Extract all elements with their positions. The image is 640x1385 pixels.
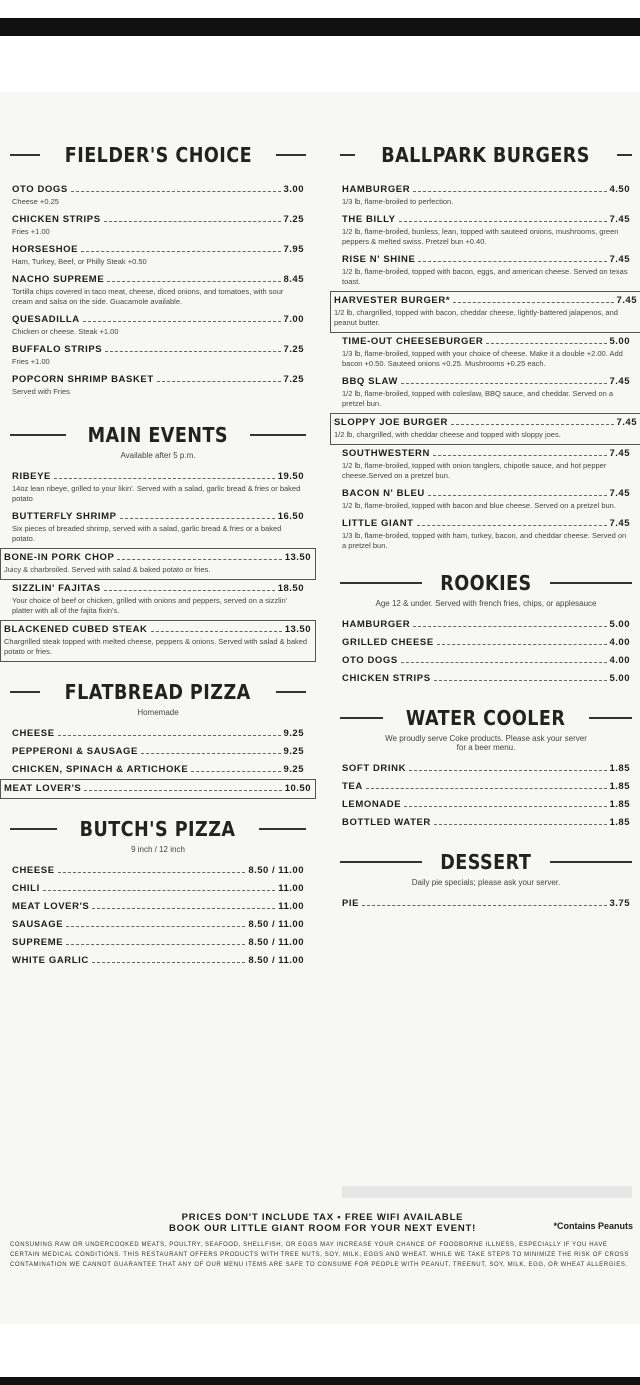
section-fielders-choice <box>10 143 306 401</box>
menu-item-row <box>4 552 311 563</box>
leader-dots <box>117 559 281 560</box>
menu-item-price: 9.25 <box>283 746 304 757</box>
footer-allergy-disclaimer: CONSUMING RAW OR UNDERCOOKED MEATS, POULTRY, SEAFOOD, SHELLFISH, OR EGGS MAY INCREASE YOUR CHANCE OF FOODBORNE ILLNESS, ESPECIALLY IF YOU HAVE CERTAIN MEDICAL CONDITIONS. THIS RESTAURANT OFFERS PRODUCTS WITH TREE NUTS, SOY, MILK, EGGS AND WHEAT. WHILE WE TAKE STEPS TO MINIMIZE THE RISK OF CROSS CONTAMINATION WE CANNOT GUARANTEE THAT ANY OF OUR MENU ITEMS ARE SAFE TO CONSUME FOR PEOPLE WITH PEANUT, TREENUT, SOY, MILK, EGG, OR WHEAT ALLERGIES. <box>10 1242 629 1268</box>
heading-rule <box>340 582 422 584</box>
menu-item-row <box>12 314 304 325</box>
menu-item-name: WHITE GARLIC <box>12 955 89 966</box>
menu-item-price: 1.85 <box>609 781 630 792</box>
menu-item-row <box>4 783 311 794</box>
menu-item <box>340 515 632 555</box>
menu-item-row <box>12 901 304 912</box>
menu-item-price: 11.00 <box>278 883 304 894</box>
section-title: FLATBREAD PIZZA <box>64 680 252 704</box>
menu-item-price: 16.50 <box>277 511 304 522</box>
footer-tax-wifi: PRICES DON'T INCLUDE TAX • FREE WIFI AVAILABLE <box>181 1212 464 1223</box>
menu-item <box>10 880 306 898</box>
menu-item-name: LEMONADE <box>342 799 402 810</box>
menu-item-price: 4.00 <box>609 637 630 648</box>
menu-item <box>10 761 306 779</box>
menu-item-row <box>342 376 630 387</box>
menu-item-row <box>12 274 304 285</box>
menu-item <box>10 743 306 761</box>
leader-dots <box>107 281 280 282</box>
menu-item-description: 1/3 lb, flame-broiled, topped with your choice of cheese. Make it a double +2.00. Add bacon +0.50. Sauteed onions +0.25. Mushrooms +0.25 each. <box>342 349 623 368</box>
menu-item-row <box>342 214 630 225</box>
menu-item-row <box>12 344 304 355</box>
section-note: Daily pie specials; please ask your server. <box>411 878 561 887</box>
menu-item-name: SLOPPY JOE BURGER <box>334 417 449 428</box>
menu-item-name: GRILLED CHEESE <box>342 637 434 648</box>
menu-item-row <box>342 781 630 792</box>
menu-item-price: 1.85 <box>609 763 630 774</box>
menu-item <box>10 952 306 970</box>
menu-item-name: CHEESE <box>12 865 55 876</box>
menu-item-row <box>12 937 304 948</box>
menu-list <box>10 862 306 970</box>
heading-rule <box>276 154 306 156</box>
menu-item-name: BONE-IN PORK CHOP <box>4 552 115 563</box>
leader-dots <box>366 788 607 789</box>
menu-item-name: HAMBURGER <box>342 619 411 630</box>
menu-item <box>340 670 632 688</box>
menu-item-price: 10.50 <box>284 783 311 794</box>
menu-item-row <box>12 374 304 385</box>
menu-item-description: 1/3 lb, flame-broiled to perfection. <box>342 197 454 206</box>
menu-item-row <box>12 883 304 894</box>
heading-rule <box>276 691 306 693</box>
menu-item-row <box>342 448 630 459</box>
menu-item-name: LITTLE GIANT <box>342 518 414 529</box>
menu-item <box>10 181 306 211</box>
section-title: MAIN EVENTS <box>87 423 229 447</box>
left-column <box>4 92 311 970</box>
menu-item-name: MEAT LOVER'S <box>4 783 82 794</box>
menu-item-row <box>12 471 304 482</box>
leader-dots <box>104 590 275 591</box>
menu-item-row <box>342 184 630 195</box>
menu-item-description: 1/2 lb, flame-broiled, topped with bacon and blue cheese. Served on a pretzel bun. <box>342 501 616 510</box>
leader-dots <box>434 680 607 681</box>
leader-dots <box>404 806 606 807</box>
menu-item-price: 11.00 <box>278 901 304 912</box>
section-heading <box>10 680 306 704</box>
decorative-stripe <box>342 1186 632 1198</box>
leader-dots <box>417 525 607 526</box>
section-heading <box>340 706 632 730</box>
section-heading <box>340 850 632 874</box>
menu-item-description: Tortilla chips covered in taco meat, cheese, diced onions, and tomatoes, with sour cream and salsa on the side. Guacamole available. <box>12 287 284 306</box>
heading-rule <box>550 582 632 584</box>
menu-item-row <box>12 184 304 195</box>
menu-item-description: Fries +1.00 <box>12 227 50 236</box>
menu-list <box>334 181 637 555</box>
menu-item-price: 9.25 <box>283 764 304 775</box>
menu-item-price: 7.45 <box>609 518 630 529</box>
leader-dots <box>413 626 606 627</box>
menu-item-price: 7.95 <box>283 244 304 255</box>
menu-item-row <box>342 799 630 810</box>
bottom-bar-line <box>0 1377 640 1385</box>
section-heading <box>340 571 632 595</box>
menu-item-row <box>12 214 304 225</box>
leader-dots <box>409 770 606 771</box>
leader-dots <box>71 191 281 192</box>
menu-item-price: 7.45 <box>609 376 630 387</box>
menu-item-row <box>12 764 304 775</box>
menu-item-description: 1/2 lb, flame-broiled, topped with coleslaw, BBQ sauce, and cheddar. Served on a pretzel bun. <box>342 389 613 408</box>
menu-item-name: TEA <box>342 781 363 792</box>
leader-dots <box>399 221 607 222</box>
menu-item <box>10 508 306 548</box>
menu-item <box>340 895 632 913</box>
leader-dots <box>66 926 245 927</box>
menu-list <box>340 895 632 913</box>
section-heading <box>10 817 306 841</box>
menu-item <box>340 814 632 832</box>
menu-item-name: OTO DOGS <box>12 184 68 195</box>
menu-item-row <box>334 295 637 306</box>
menu-item-description: Fries +1.00 <box>12 357 50 366</box>
footer-book-room: BOOK OUR LITTLE GIANT ROOM FOR YOUR NEXT EVENT! <box>168 1223 477 1234</box>
menu-item-row <box>342 619 630 630</box>
leader-dots <box>413 191 606 192</box>
heading-rule <box>10 434 66 436</box>
section-main-events <box>4 423 311 662</box>
menu-item-price: 5.00 <box>609 673 630 684</box>
leader-dots <box>105 351 280 352</box>
menu-item-name: SUPREME <box>12 937 64 948</box>
menu-item <box>340 445 632 485</box>
heading-rule <box>340 861 422 863</box>
menu-item-row <box>342 637 630 648</box>
menu-item-name: BUFFALO STRIPS <box>12 344 103 355</box>
menu-item-price: 13.50 <box>284 624 311 635</box>
menu-item <box>330 291 640 333</box>
menu-item <box>10 934 306 952</box>
menu-item-name: RISE N' SHINE <box>342 254 416 265</box>
menu-item <box>0 779 316 799</box>
menu-item-row <box>334 417 637 428</box>
menu-item-name: THE BILLY <box>342 214 396 225</box>
menu-item-description: 1/3 lb, flame-broiled, topped with ham, turkey, bacon, and cheddar cheese. Served on a pretzel bun. <box>342 531 627 550</box>
menu-item-price: 3.00 <box>283 184 304 195</box>
heading-rule <box>10 154 40 156</box>
heading-rule <box>259 828 306 830</box>
leader-dots <box>92 908 275 909</box>
menu-item <box>10 241 306 271</box>
menu-item-name: CHICKEN STRIPS <box>342 673 431 684</box>
menu-item-price: 7.45 <box>609 254 630 265</box>
menu-item-price: 19.50 <box>277 471 304 482</box>
section-ballpark-burgers <box>334 143 637 555</box>
menu-item <box>340 760 632 778</box>
menu-item-row <box>342 488 630 499</box>
leader-dots <box>418 261 606 262</box>
menu-item <box>340 634 632 652</box>
menu-item-row <box>12 244 304 255</box>
menu-item <box>340 616 632 634</box>
menu-item <box>10 211 306 241</box>
menu-item-price: 7.00 <box>283 314 304 325</box>
section-note: 9 inch / 12 inch <box>131 845 185 854</box>
leader-dots <box>54 478 275 479</box>
menu-item-name: TIME-OUT CHEESEBURGER <box>342 336 484 347</box>
menu-item-name: BUTTERFLY SHRIMP <box>12 511 117 522</box>
menu-item <box>10 341 306 371</box>
leader-dots <box>362 905 606 906</box>
section-flatbread-pizza <box>4 680 311 799</box>
menu-item-row <box>12 511 304 522</box>
heading-rule <box>617 154 632 156</box>
leader-dots <box>104 221 281 222</box>
menu-item-description: Ham, Turkey, Beef, or Philly Steak +0.50 <box>12 257 147 266</box>
menu-item <box>10 271 306 311</box>
menu-item-description: Chargrilled steak topped with melted cheese, peppers & onions. Served with salad & baked potato or fries. <box>4 637 308 656</box>
heading-rule <box>340 717 383 719</box>
bottom-bar <box>0 1324 640 1385</box>
menu-list <box>340 616 632 688</box>
menu-item <box>10 580 306 620</box>
leader-dots <box>401 383 607 384</box>
menu-item-name: POPCORN SHRIMP BASKET <box>12 374 154 385</box>
menu-item <box>330 413 640 445</box>
leader-dots <box>434 824 607 825</box>
leader-dots <box>58 872 246 873</box>
top-bar-line <box>0 18 640 36</box>
menu-item-price: 3.75 <box>609 898 630 909</box>
menu-item <box>10 468 306 508</box>
menu-item-name: HORSESHOE <box>12 244 79 255</box>
section-heading <box>10 423 306 447</box>
heading-rule <box>589 717 632 719</box>
menu-item <box>340 485 632 515</box>
menu-item-name: QUESADILLA <box>12 314 80 325</box>
section-heading <box>10 143 306 167</box>
leader-dots <box>428 495 607 496</box>
menu-item-price: 1.85 <box>609 817 630 828</box>
menu-item-name: HARVESTER BURGER* <box>334 295 451 306</box>
leader-dots <box>83 321 281 322</box>
section-dessert <box>340 850 632 913</box>
menu-item-price: 8.45 <box>283 274 304 285</box>
menu-item-price: 7.45 <box>609 214 630 225</box>
menu-item-price: 8.50 / 11.00 <box>248 919 304 930</box>
leader-dots <box>43 890 275 891</box>
menu-item-price: 7.25 <box>283 344 304 355</box>
menu-item-name: PIE <box>342 898 360 909</box>
menu-list <box>340 760 632 832</box>
menu-item-name: RIBEYE <box>12 471 51 482</box>
menu-item-name: PEPPERONI & SAUSAGE <box>12 746 138 757</box>
heading-rule <box>250 434 306 436</box>
menu-item-row <box>342 817 630 828</box>
leader-dots <box>141 753 281 754</box>
section-title: BALLPARK BURGERS <box>381 143 591 167</box>
menu-item-price: 1.85 <box>609 799 630 810</box>
leader-dots <box>437 644 607 645</box>
section-note: We proudly serve Coke products. Please ask your server for a beer menu. <box>385 734 587 752</box>
leader-dots <box>81 251 280 252</box>
section-title: WATER COOLER <box>406 706 566 730</box>
leader-dots <box>191 771 280 772</box>
menu-item-price: 5.00 <box>609 336 630 347</box>
menu-item-description: Served with Fries <box>12 387 70 396</box>
section-title: BUTCH'S PIZZA <box>80 817 236 841</box>
menu-item-price: 4.50 <box>609 184 630 195</box>
leader-dots <box>486 343 606 344</box>
menu-item-price: 7.45 <box>609 488 630 499</box>
leader-dots <box>157 381 281 382</box>
menu-item-name: MEAT LOVER'S <box>12 901 90 912</box>
menu-item-description: Your choice of beef or chicken, grilled with onions and peppers, served on a sizzlin' platter with all of the fajita fixin's. <box>12 596 288 615</box>
menu-item <box>10 916 306 934</box>
menu-item <box>340 181 632 211</box>
menu-item-price: 5.00 <box>609 619 630 630</box>
section-butchs-pizza <box>10 817 306 970</box>
menu-list <box>10 181 306 401</box>
menu-item-description: Juicy & charbroiled. Served with salad & baked potato or fries. <box>4 565 211 574</box>
leader-dots <box>58 735 281 736</box>
menu-item-description: 14oz lean ribeye, grilled to your likin'. Served with a salad, garlic bread & fries or baked potato <box>12 484 301 503</box>
menu-item-row <box>342 518 630 529</box>
section-title: DESSERT <box>440 850 532 874</box>
menu-item-price: 18.50 <box>277 583 304 594</box>
menu-item <box>0 620 316 662</box>
menu-item-name: BOTTLED WATER <box>342 817 431 828</box>
menu-item <box>340 796 632 814</box>
menu-list <box>4 468 311 662</box>
section-title: ROOKIES <box>440 571 532 595</box>
menu-item-price: 9.25 <box>283 728 304 739</box>
menu-item-name: HAMBURGER <box>342 184 411 195</box>
section-note: Homemade <box>137 708 179 717</box>
menu-item <box>10 725 306 743</box>
menu-item-description: Cheese +0.25 <box>12 197 59 206</box>
menu-item-name: SOUTHWESTERN <box>342 448 430 459</box>
menu-footer <box>10 1212 635 1270</box>
leader-dots <box>120 518 275 519</box>
menu-item-row <box>342 254 630 265</box>
menu-list <box>4 725 311 799</box>
menu-item-description: 1/2 lb, flame-broiled, topped with onion tanglers, chipotle sauce, and hot pepper cheese.Served on a pretzel bun. <box>342 461 607 480</box>
menu-item-row <box>342 655 630 666</box>
leader-dots <box>451 424 613 425</box>
heading-rule <box>340 154 355 156</box>
heading-rule <box>550 861 632 863</box>
leader-dots <box>84 790 281 791</box>
menu-item-row <box>12 865 304 876</box>
menu-item-description: Six pieces of breaded shrimp, served with a salad, garlic bread & fries or a baked potato. <box>12 524 282 543</box>
menu-item-price: 7.45 <box>616 417 637 428</box>
menu-item-price: 7.25 <box>283 214 304 225</box>
menu-item-name: SIZZLIN' FAJITAS <box>12 583 101 594</box>
menu-item-price: 7.25 <box>283 374 304 385</box>
menu-item-name: CHILI <box>12 883 40 894</box>
menu-item-description: 1/2 lb, flame-broiled, bunless, lean, topped with sauteed onions, mushrooms, green peppers & melted swiss. Pretzel bun +0.40. <box>342 227 619 246</box>
leader-dots <box>433 455 607 456</box>
menu-item-row <box>12 955 304 966</box>
menu-item-name: BBQ SLAW <box>342 376 398 387</box>
menu-item <box>10 371 306 401</box>
section-heading <box>340 143 632 167</box>
menu-item-row <box>342 336 630 347</box>
section-note: Available after 5 p.m. <box>120 451 196 460</box>
menu-item <box>10 862 306 880</box>
menu-item-row <box>12 583 304 594</box>
menu-item-name: OTO DOGS <box>342 655 398 666</box>
menu-item-description: 1/2 lb, chargrilled, with cheddar cheese and topped with sloppy joes. <box>334 430 561 439</box>
leader-dots <box>66 944 245 945</box>
footer-contains-peanuts: *Contains Peanuts <box>553 1221 633 1231</box>
menu-item-name: CHEESE <box>12 728 55 739</box>
menu-item-name: SAUSAGE <box>12 919 64 930</box>
menu-item-row <box>342 898 630 909</box>
menu-item-name: CHICKEN, SPINACH & ARTICHOKE <box>12 764 189 775</box>
menu-item <box>340 333 632 373</box>
menu-item-name: BLACKENED CUBED STEAK <box>4 624 148 635</box>
section-note: Age 12 & under. Served with french fries, chips, or applesauce <box>375 599 597 608</box>
heading-rule <box>10 691 40 693</box>
menu-item-price: 7.45 <box>616 295 637 306</box>
menu-item-row <box>12 919 304 930</box>
menu-item-name: SOFT DRINK <box>342 763 407 774</box>
top-bar <box>0 0 640 36</box>
menu-item <box>10 311 306 341</box>
leader-dots <box>453 302 613 303</box>
right-column <box>334 92 637 913</box>
menu-item <box>340 211 632 251</box>
menu-item <box>340 373 632 413</box>
menu-item <box>340 652 632 670</box>
menu-item-name: CHICKEN STRIPS <box>12 214 101 225</box>
menu-item-price: 8.50 / 11.00 <box>248 937 304 948</box>
menu-item-price: 13.50 <box>284 552 311 563</box>
menu-item-row <box>12 746 304 757</box>
section-water-cooler <box>340 706 632 832</box>
menu-item-row <box>342 763 630 774</box>
menu-item-name: NACHO SUPREME <box>12 274 105 285</box>
menu-item-row <box>4 624 311 635</box>
menu-item-row <box>12 728 304 739</box>
menu-item-price: 8.50 / 11.00 <box>248 865 304 876</box>
leader-dots <box>151 631 282 632</box>
menu-item <box>0 548 316 580</box>
menu-item-description: Chicken or cheese. Steak +1.00 <box>12 327 119 336</box>
menu-item <box>340 251 632 291</box>
section-title: FIELDER'S CHOICE <box>64 143 252 167</box>
menu-item-price: 7.45 <box>609 448 630 459</box>
menu-item-price: 8.50 / 11.00 <box>248 955 304 966</box>
leader-dots <box>92 962 245 963</box>
menu-item-name: BACON N' BLEU <box>342 488 425 499</box>
heading-rule <box>10 828 57 830</box>
menu-item-description: 1/2 lb, chargrilled, topped with bacon, cheddar cheese, lightly-battered jalapenos, and peanut butter. <box>334 308 618 327</box>
menu-item-row <box>342 673 630 684</box>
menu-item-price: 4.00 <box>609 655 630 666</box>
section-rookies <box>340 571 632 688</box>
menu-item <box>340 778 632 796</box>
menu-item-description: 1/2 lb, flame-broiled, topped with bacon, eggs, and american cheese. Served on texas toast. <box>342 267 628 286</box>
menu-item <box>10 898 306 916</box>
leader-dots <box>401 662 607 663</box>
